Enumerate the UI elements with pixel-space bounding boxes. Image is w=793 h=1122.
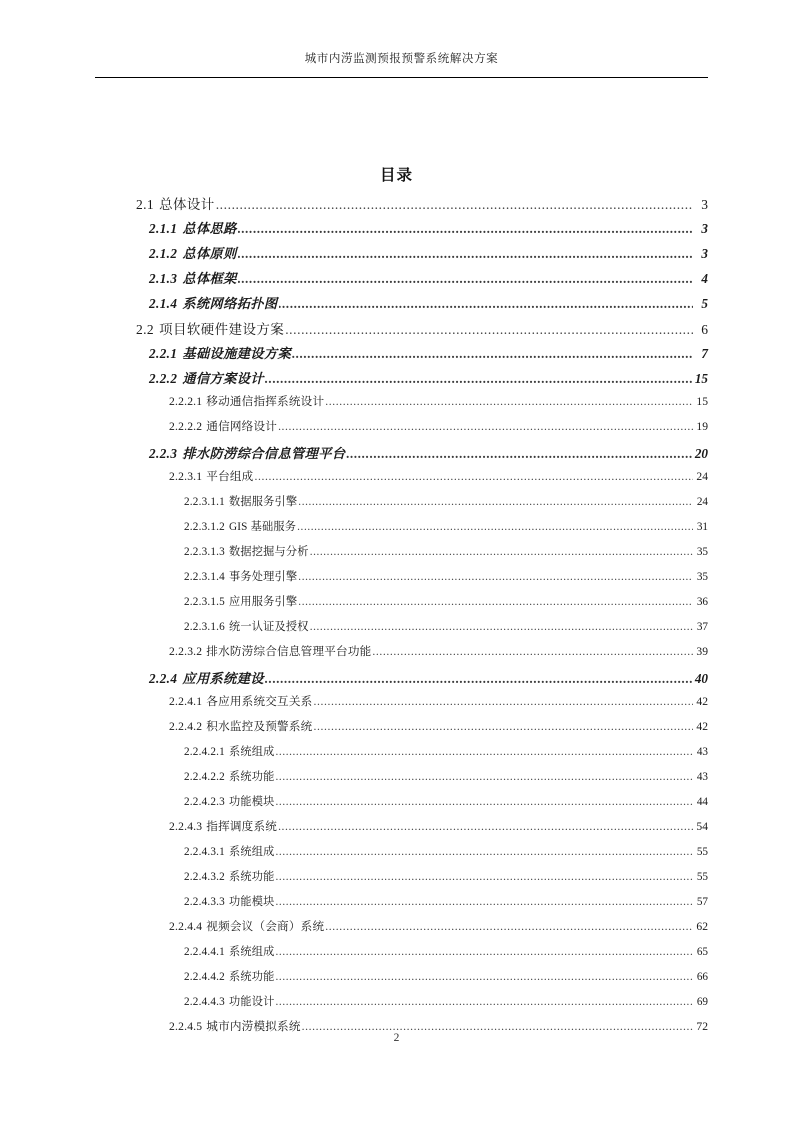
toc-leader-dots [279,296,694,309]
toc-leader-dots [298,596,693,607]
toc-entry[interactable] [0,443,793,468]
toc-entry-page-number: 36 [696,596,708,608]
toc-entry-label [184,493,297,509]
toc-entry-label [136,193,215,213]
toc-entry-page-number: 69 [696,996,708,1008]
toc-leader-dots [346,446,693,459]
toc-entry-number: 2.2.3.2 [169,645,203,658]
toc-entry-page-number: 3 [701,197,708,212]
toc-entry[interactable] [0,468,793,493]
toc-entry-label [169,693,312,709]
toc-entry[interactable] [0,268,793,293]
toc-leader-dots [313,695,693,707]
toc-entry[interactable] [0,218,793,243]
toc-entry-text: 基础设施建设方案 [182,346,292,361]
toc-entry-number: 2.2.4.4.3 [184,996,225,1008]
toc-entry-page-number: 4 [701,271,708,286]
toc-entry[interactable] [0,418,793,443]
toc-entry[interactable] [0,743,793,768]
toc-entry[interactable] [0,593,793,618]
toc-entry-label [184,893,275,909]
toc-entry-label [169,918,324,934]
toc-entry[interactable] [0,643,793,668]
toc-entry-label [149,668,264,687]
toc-entry-number: 2.2.4.3.2 [184,871,225,883]
toc-entry-page-number: 43 [696,746,708,758]
toc-entry-label [149,293,278,312]
toc-entry-text: 系统组成 [228,946,275,958]
toc-entry-number: 2.2.4.2.2 [184,771,225,783]
toc-entry-text: 功能模块 [228,796,275,808]
toc-entry-number: 2.2.4.3 [169,820,203,833]
toc-leader-dots [276,946,693,957]
toc-entry-label [184,843,275,859]
toc-entry-number: 2.2.4.2.1 [184,746,225,758]
toc-entry-label [184,743,275,759]
toc-leader-dots [238,271,693,284]
toc-entry[interactable] [0,318,793,343]
toc-entry[interactable] [0,693,793,718]
toc-entry-text: 各应用系统交互关系 [206,695,313,708]
toc-entry[interactable] [0,193,793,218]
toc-entry-text: 视频会议（会商）系统 [206,920,325,933]
toc-entry-number: 2.2.3.1.5 [184,596,225,608]
toc-entry-label [184,968,275,984]
toc-entry-label [184,868,275,884]
toc-leader-dots [302,1020,693,1032]
toc-entry-page-number: 3 [701,246,708,261]
toc-entry-text: 系统功能 [228,771,275,783]
toc-entry-label [184,793,275,809]
toc-entry-text: 数据挖掘与分析 [228,546,309,558]
toc-entry-label [184,543,309,559]
toc-entry-number: 2.2.3 [149,446,178,461]
toc-entry[interactable] [0,493,793,518]
toc-entry-page-number: 40 [694,671,708,686]
toc-entry-number: 2.2.4.4 [169,920,203,933]
toc-entry-text: 数据服务引擎 [228,496,298,508]
toc-entry-text: 指挥调度系统 [206,820,278,833]
toc-entry-page-number: 65 [696,946,708,958]
toc-leader-dots [254,470,693,482]
toc-entry-text: 系统功能 [228,971,275,983]
toc-entry-text: 总体原则 [182,246,237,261]
toc-entry-text: 统一认证及授权 [228,621,309,633]
toc-entry-text: GIS 基础服务 [228,521,297,533]
toc-entry-label [169,818,277,834]
toc-entry-page-number: 24 [696,496,708,508]
toc-entry-text: 项目软硬件建设方案 [159,322,285,337]
toc-leader-dots [325,920,693,932]
toc-leader-dots [278,420,693,432]
toc-leader-dots [276,971,693,982]
toc-entry-page-number: 7 [701,346,708,361]
toc-leader-dots [297,521,693,532]
toc-entry-text: 总体框架 [182,271,237,286]
toc-leader-dots [276,871,693,882]
toc-entry-label [184,593,297,609]
toc-entry-page-number: 66 [696,971,708,983]
toc-entry-page-number: 3 [701,221,708,236]
toc-entry[interactable] [0,368,793,393]
toc-entry-text: 系统网络拓扑图 [182,296,278,311]
toc-entry-text: 应用服务引擎 [228,596,298,608]
toc-entry-number: 2.2.1 [149,346,178,361]
toc-entry[interactable] [0,668,793,693]
toc-entry-page-number: 31 [696,521,708,533]
toc-entry-number: 2.2.4.1 [169,695,203,708]
toc-entry-text: 事务处理引擎 [228,571,298,583]
toc-entry-page-number: 42 [696,720,708,733]
header-rule [95,77,708,78]
toc-leader-dots [276,796,693,807]
toc-entry-label [149,368,264,387]
toc-entry-page-number: 35 [696,571,708,583]
toc-entry-page-number: 5 [701,296,708,311]
toc-entry[interactable] [0,868,793,893]
toc-entry[interactable] [0,518,793,543]
toc-entry-number: 2.2.4.3.3 [184,896,225,908]
toc-entry-label [149,218,237,237]
toc-entry-number: 2.2.4.3.1 [184,846,225,858]
toc-entry-text: 功能设计 [228,996,275,1008]
toc-entry-text: 系统组成 [228,846,275,858]
toc-entry-page-number: 20 [694,446,708,461]
toc-entry-page-number: 44 [696,796,708,808]
toc-entry-label [169,468,253,484]
toc-entry[interactable] [0,993,793,1018]
toc-entry-number: 2.2.4.5 [169,1020,203,1033]
toc-entry[interactable] [0,393,793,418]
toc-entry-text: 通信网络设计 [206,420,278,433]
toc-entry[interactable] [0,793,793,818]
toc-entry-page-number: 42 [696,695,708,708]
toc-entry[interactable] [0,293,793,318]
toc-entry[interactable] [0,718,793,743]
toc-entry[interactable] [0,768,793,793]
toc-entry-number: 2.2.4 [149,671,178,686]
toc-entry[interactable] [0,343,793,368]
toc-entry-number: 2.2.4.4.2 [184,971,225,983]
toc-entry-text: 系统功能 [228,871,275,883]
toc-leader-dots [265,371,693,384]
toc-entry-number: 2.1.3 [149,271,178,286]
toc-entry-text: 系统组成 [228,746,275,758]
toc-entry-number: 2.2 [136,322,155,337]
toc-entry-page-number: 54 [696,820,708,833]
toc-entry-text: 总体设计 [159,197,215,212]
toc-entry-page-number: 24 [696,470,708,483]
toc-entry[interactable] [0,543,793,568]
toc-entry-number: 2.2.4.2 [169,720,203,733]
toc-entry-page-number: 57 [696,896,708,908]
toc-entry-number: 2.1.4 [149,296,178,311]
toc-entry-page-number: 39 [696,645,708,658]
toc-leader-dots [310,546,693,557]
toc-entry-label [169,643,371,659]
toc-entry-number: 2.1.2 [149,246,178,261]
toc-entry-text: 排水防涝综合信息管理平台功能 [206,645,372,658]
toc-entry-label [184,768,275,784]
toc-entry-number: 2.2.3.1.2 [184,521,225,533]
toc-entry-label [169,418,277,434]
toc-entry-page-number: 55 [696,871,708,883]
toc-entry-label [169,393,324,409]
toc-entry[interactable] [0,893,793,918]
toc-leader-dots [372,645,693,657]
toc-entry-number: 2.2.3.1.6 [184,621,225,633]
toc-entry[interactable] [0,618,793,643]
toc-entry[interactable] [0,568,793,593]
toc-leader-dots [276,896,693,907]
toc-entry-text: 移动通信指挥系统设计 [206,395,325,408]
toc-entry-page-number: 35 [696,546,708,558]
toc-entry-label [149,443,345,462]
toc-entry-label [136,318,284,338]
toc-entry[interactable] [0,918,793,943]
toc-entry-number: 2.2.4.4.1 [184,946,225,958]
toc-entry-label [184,618,309,634]
toc-leader-dots [276,746,693,757]
toc-entry-number: 2.1 [136,197,155,212]
toc-entry[interactable] [0,843,793,868]
toc-leader-dots [298,496,693,507]
toc-entry-page-number: 6 [701,322,708,337]
toc-leader-dots [276,996,693,1007]
toc-leader-dots [298,571,693,582]
toc-entry-page-number: 43 [696,771,708,783]
toc-entry-label [184,993,275,1009]
toc-leader-dots [276,846,693,857]
toc-leader-dots [216,197,693,211]
toc-entry-label [184,518,296,534]
toc-leader-dots [313,720,693,732]
toc-entry-text: 城市内涝模拟系统 [206,1020,301,1033]
toc-entry-number: 2.2.3.1.3 [184,546,225,558]
toc-entry-number: 2.1.1 [149,221,178,236]
toc-entry-text: 通信方案设计 [182,371,264,386]
toc-entry-label [149,243,237,262]
table-of-contents [0,193,793,1043]
toc-entry-page-number: 15 [696,395,708,408]
toc-entry-number: 2.2.2.2 [169,420,203,433]
toc-leader-dots [292,346,693,359]
toc-entry-number: 2.2.2.1 [169,395,203,408]
toc-entry-number: 2.2.4.2.3 [184,796,225,808]
toc-entry-text: 应用系统建设 [182,671,264,686]
toc-entry[interactable] [0,243,793,268]
running-header [95,52,708,67]
toc-leader-dots [325,395,693,407]
toc-entry-label [184,943,275,959]
toc-entry-label [149,268,237,287]
footer-page-number: 2 [393,1032,400,1044]
toc-entry-page-number: 55 [696,846,708,858]
toc-entry-label [149,343,291,362]
toc-entry-text: 排水防涝综合信息管理平台 [182,446,346,461]
toc-entry[interactable] [0,818,793,843]
toc-entry-page-number: 37 [696,621,708,633]
toc-entry-number: 2.2.3.1.1 [184,496,225,508]
toc-entry-number: 2.2.3.1.4 [184,571,225,583]
toc-entry-page-number: 62 [696,920,708,933]
running-header-title: 城市内涝监测预报预警系统解决方案 [304,53,499,65]
toc-entry-text: 积水监控及预警系统 [206,720,313,733]
toc-leader-dots [285,322,693,336]
toc-entry-number: 2.2.3.1 [169,470,203,483]
toc-leader-dots [265,671,693,684]
toc-leader-dots [238,246,693,259]
toc-leader-dots [276,771,693,782]
toc-entry-page-number: 15 [694,371,708,386]
toc-entry-text: 总体思路 [182,221,237,236]
toc-entry-page-number: 72 [696,1020,708,1033]
toc-entry-text: 平台组成 [206,470,254,483]
toc-entry[interactable] [0,968,793,993]
toc-leader-dots [238,221,693,234]
toc-entry-text: 功能模块 [228,896,275,908]
toc-entry-page-number: 19 [696,420,708,433]
toc-leader-dots [278,820,693,832]
toc-entry-label [184,568,297,584]
toc-entry[interactable] [0,943,793,968]
page-title: 目录 [379,167,413,184]
toc-entry-label [169,718,312,734]
toc-entry-number: 2.2.2 [149,371,178,386]
toc-leader-dots [310,621,693,632]
